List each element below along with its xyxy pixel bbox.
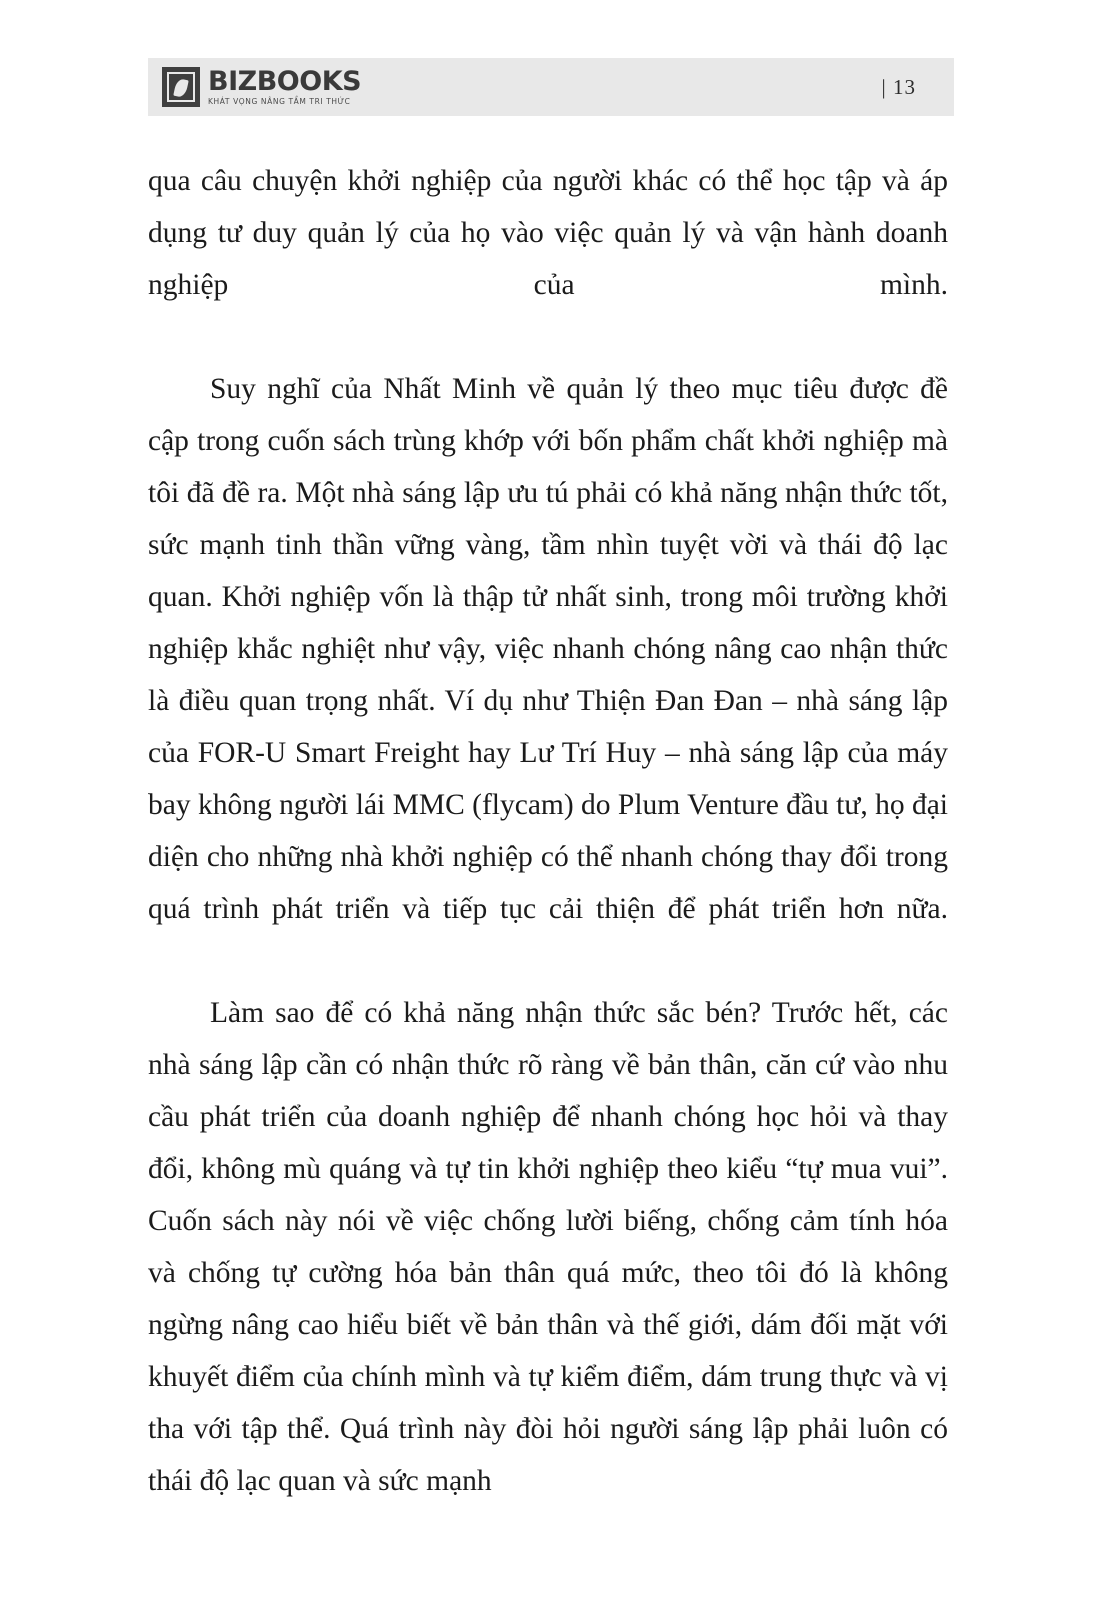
page-header (148, 58, 954, 116)
paragraph-2: Suy nghĩ của Nhất Minh về quản lý theo mục tiêu được đề cập trong cuốn sách trùng khớp với bốn phẩm chất khởi nghiệp mà tôi đã đề ra. Một nhà sáng lập ưu tú phải có khả năng nhận thức tốt, sức mạnh tinh thần vững vàng, tầm nhìn tuyệt vời và thái độ lạc quan. Khởi nghiệp vốn là thập tử nhất sinh, trong môi trường khởi nghiệp khắc nghiệt như vậy, việc nhanh chóng nâng cao nhận thức là điều quan trọng nhất. Ví dụ như Thiện Đan Đan – nhà sáng lập của FOR-U Smart Freight hay Lư Trí Huy – nhà sáng lập của máy bay không người lái MMC (flycam) do Plum Venture đầu tư, họ đại diện cho những nhà khởi nghiệp có thể nhanh chóng thay đổi trong quá trình phát triển và tiếp tục cải thiện để phát triển hơn nữa. (148, 373, 949, 925)
page-number: | 13 (881, 74, 916, 99)
page-body (148, 155, 948, 1507)
brand-name: BIZBOOKS (208, 66, 362, 98)
bizbooks-emblem-icon (162, 67, 200, 107)
paragraph-3: Làm sao để có khả năng nhận thức sắc bén? Trước hết, các nhà sáng lập cần có nhận thức rõ ràng về bản thân, căn cứ vào nhu cầu phát triển của doanh nghiệp để nhanh chóng học hỏi và thay đổi, không mù quáng và tự tin khởi nghiệp theo kiểu “tự mua vui”. Cuốn sách này nói về việc chống lười biếng, chống cảm tính hóa và chống tự cường hóa bản thân quá mức, theo tôi đó là không ngừng nâng cao hiểu biết về bản thân và thế giới, dám đối mặt với khuyết điểm của chính mình và tự kiểm điểm, dám trung thực và vị tha với tập thể. Quá trình này đòi hỏi người sáng lập phải luôn có thái độ lạc quan và sức mạnh (148, 997, 948, 1497)
brand-text-block (208, 68, 361, 106)
brand-tagline: KHÁT VỌNG NÂNG TẦM TRI THỨC (208, 97, 351, 107)
publisher-logo (148, 67, 361, 107)
paragraph-1: qua câu chuyện khởi nghiệp của người khác có thể học tập và áp dụng tư duy quản lý của họ vào việc quản lý và vận hành doanh nghiệp của mình. (148, 165, 948, 301)
